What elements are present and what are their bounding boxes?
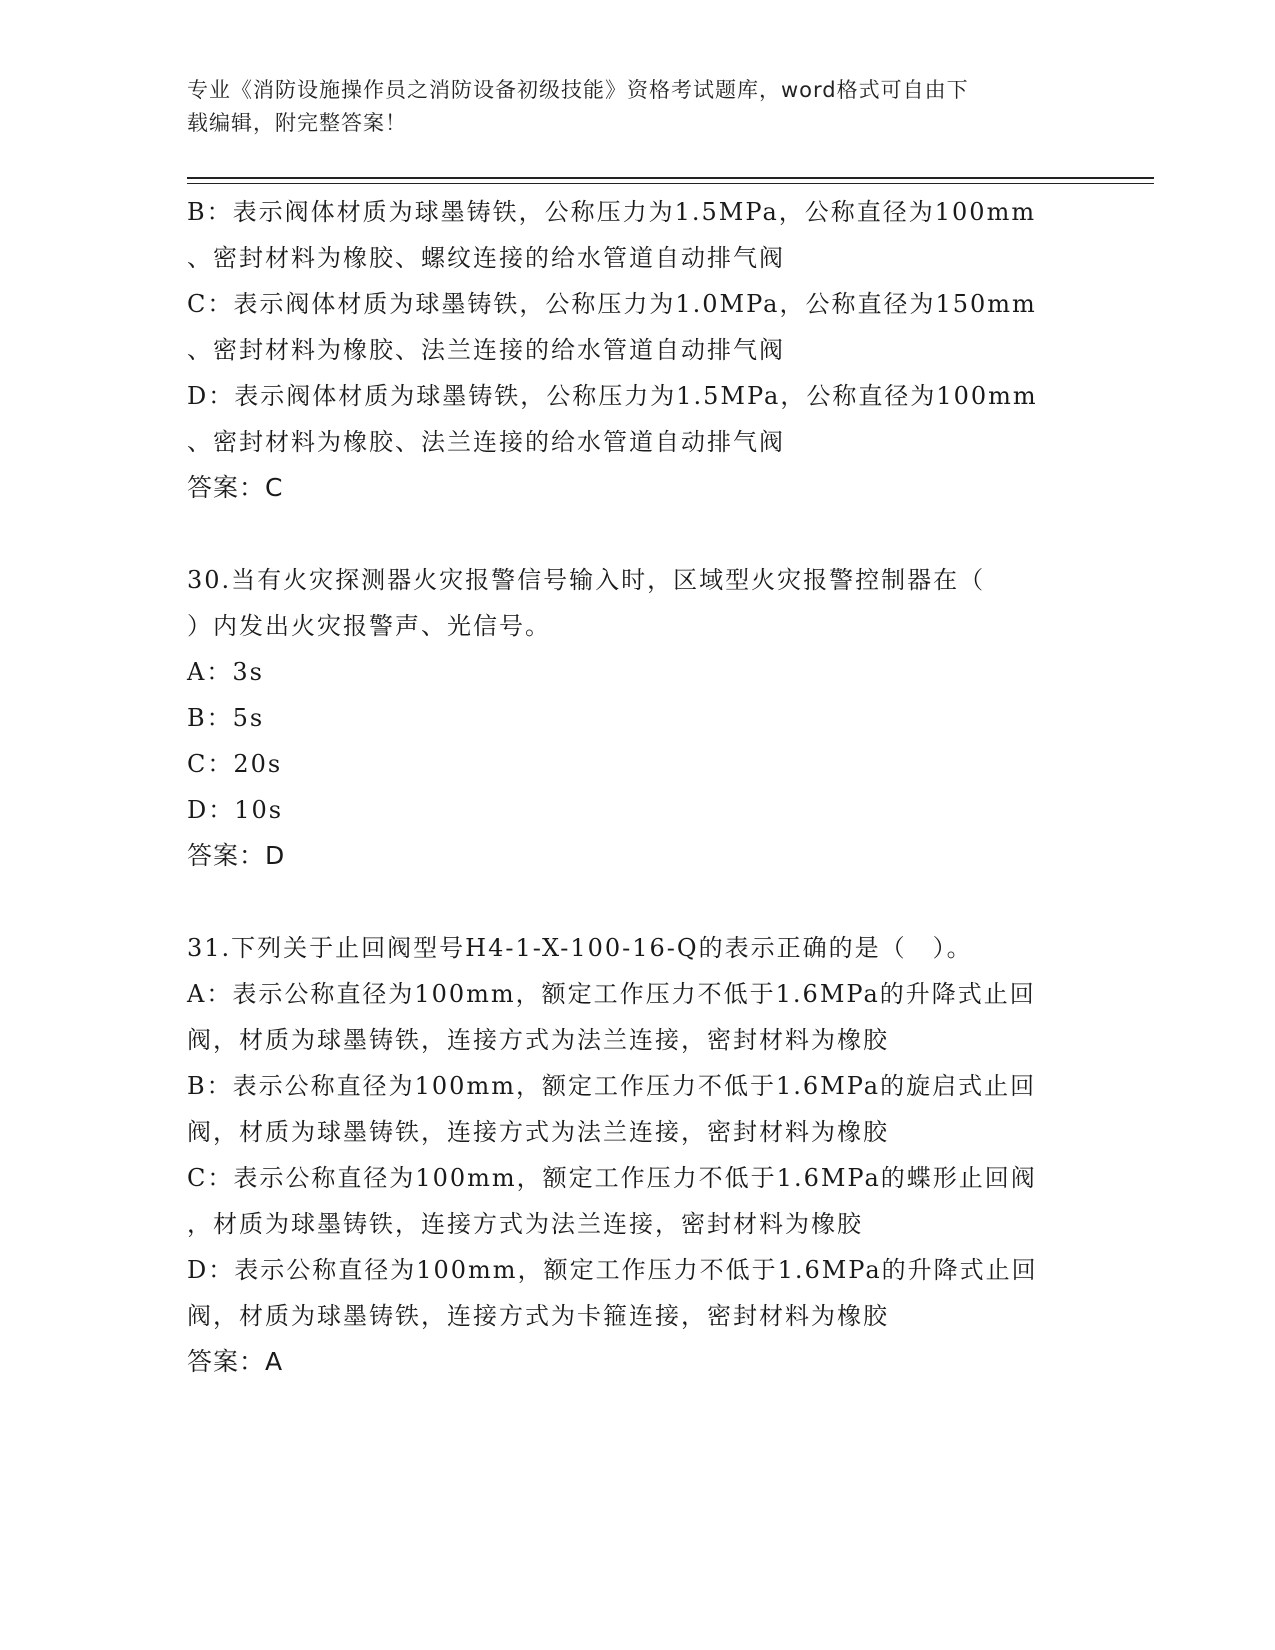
question-spacer [187,879,1087,925]
q31-option-c-line-2: ，材质为球墨铸铁，连接方式为法兰连接，密封材料为橡胶 [187,1210,863,1238]
q31-option-d-line-2: 阀，材质为球墨铸铁，连接方式为卡箍连接，密封材料为橡胶 [187,1302,889,1330]
q29-answer: 答案：C [187,473,284,502]
question-31 [187,925,1087,1385]
q30-stem-line-1: 30.当有火灾探测器火灾报警信号输入时，区域型火灾报警控制器在（ [187,566,986,594]
q30-option-a: A：3s [187,658,264,686]
q30-answer: 答案：D [187,841,286,870]
header-rule-thin [187,183,1154,184]
q29-option-c-line-1: C：表示阀体材质为球墨铸铁，公称压力为1.0MPa，公称直径为150mm [187,290,1037,318]
q30-option-b: B：5s [187,704,265,732]
q31-answer: 答案：A [187,1347,284,1376]
q31-stem: 31.下列关于止回阀型号H4-1-X-100-16-Q的表示正确的是（ ）。 [187,934,973,962]
header-line-2: 载编辑，附完整答案！ [187,111,407,135]
question-spacer [187,511,1087,557]
q29-option-c-line-2: 、密封材料为橡胶、法兰连接的给水管道自动排气阀 [187,336,785,364]
q31-option-b-line-1: B：表示公称直径为100mm，额定工作压力不低于1.6MPa的旋启式止回 [187,1072,1037,1100]
header-line-1: 专业《消防设施操作员之消防设备初级技能》资格考试题库，word格式可自由下 [187,78,969,102]
header-rule-thick [187,177,1154,179]
q29-option-b-line-1: B：表示阀体材质为球墨铸铁，公称压力为1.5MPa，公称直径为100mm [187,198,1037,226]
q31-option-d-line-1: D：表示公称直径为100mm，额定工作压力不低于1.6MPa的升降式止回 [187,1256,1038,1284]
question-content [187,189,1087,1385]
q31-option-a-line-2: 阀，材质为球墨铸铁，连接方式为法兰连接，密封材料为橡胶 [187,1026,889,1054]
q30-option-d: D：10s [187,796,284,824]
question-30 [187,557,1087,879]
document-header [187,74,1087,140]
q31-option-c-line-1: C：表示公称直径为100mm，额定工作压力不低于1.6MPa的蝶形止回阀 [187,1164,1037,1192]
q30-stem-line-2: ）内发出火灾报警声、光信号。 [187,612,551,640]
q29-option-b-line-2: 、密封材料为橡胶、螺纹连接的给水管道自动排气阀 [187,244,785,272]
q31-option-b-line-2: 阀，材质为球墨铸铁，连接方式为法兰连接，密封材料为橡胶 [187,1118,889,1146]
q31-option-a-line-1: A：表示公称直径为100mm，额定工作压力不低于1.6MPa的升降式止回 [187,980,1036,1008]
q29-option-d-line-2: 、密封材料为橡胶、法兰连接的给水管道自动排气阀 [187,428,785,456]
q29-option-d-line-1: D：表示阀体材质为球墨铸铁，公称压力为1.5MPa，公称直径为100mm [187,382,1038,410]
q30-option-c: C：20s [187,750,283,778]
question-29-continued [187,189,1087,511]
